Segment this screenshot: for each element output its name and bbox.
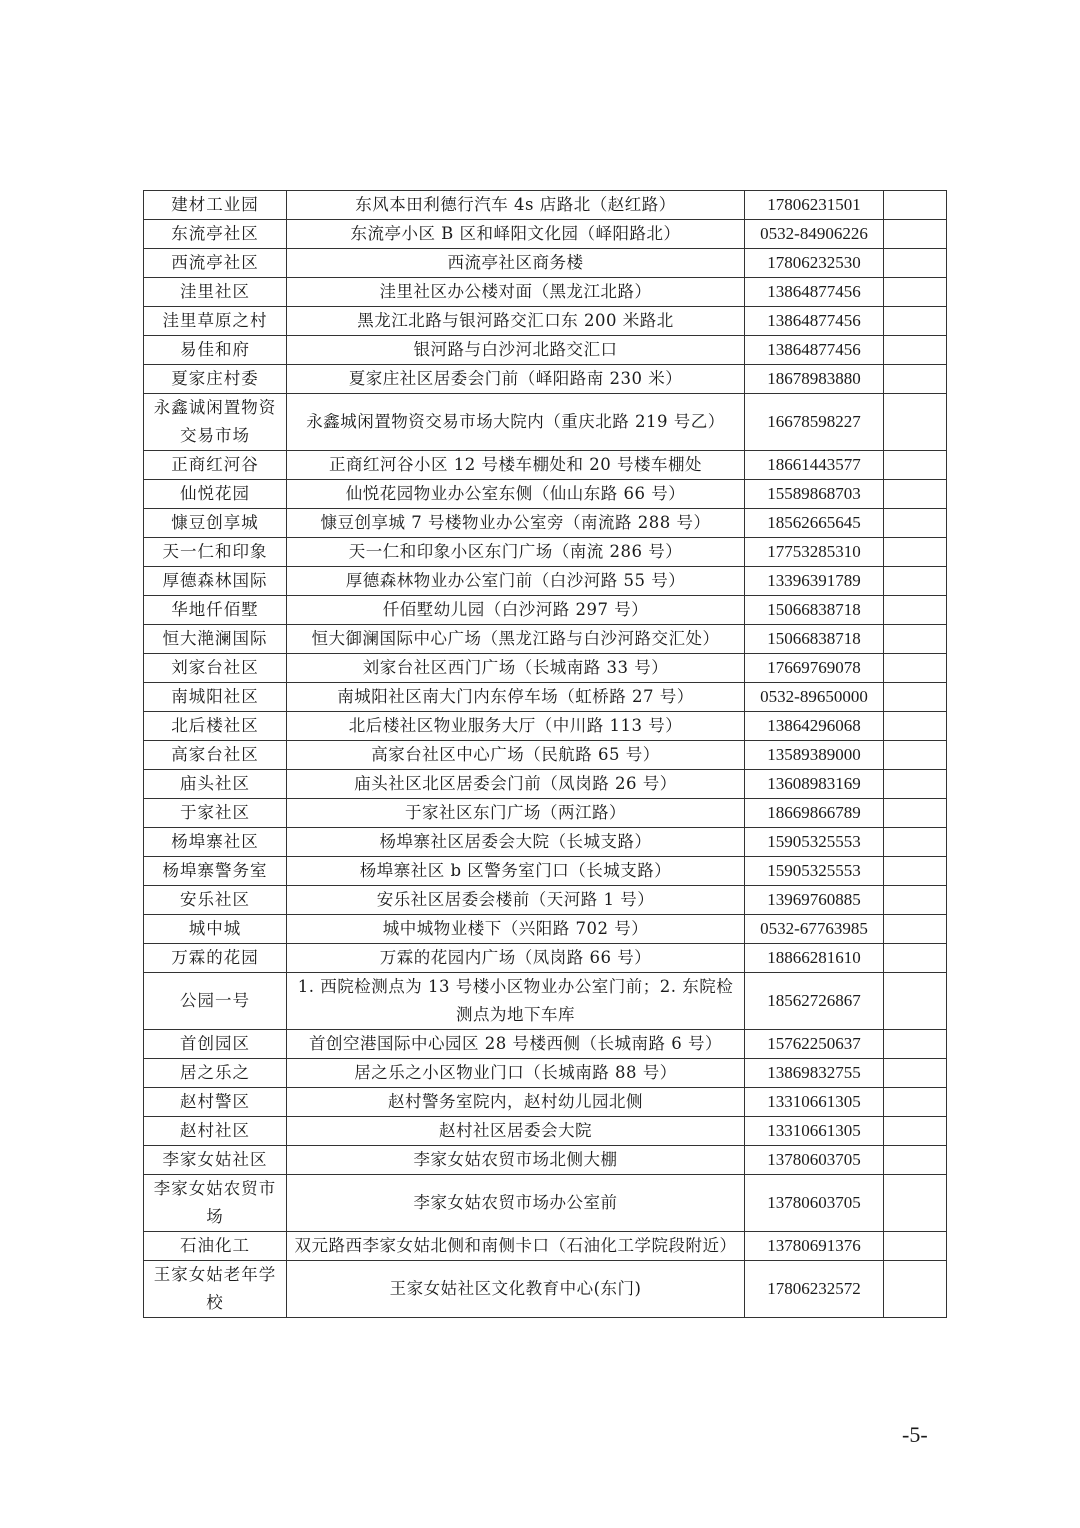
site-address-cell: 厚德森林物业办公室门前（白沙河路 55 号）	[287, 567, 745, 596]
site-name-cell: 杨埠寨社区	[144, 828, 287, 857]
table-row	[144, 654, 947, 683]
site-phone-cell: 13864877456	[745, 278, 884, 307]
table-row	[144, 857, 947, 886]
table-row	[144, 567, 947, 596]
site-note-cell	[884, 567, 947, 596]
site-name-cell: 夏家庄村委	[144, 365, 287, 394]
site-phone-cell: 13864296068	[745, 712, 884, 741]
table-row	[144, 712, 947, 741]
site-phone-cell: 0532-89650000	[745, 683, 884, 712]
site-address-cell: 天一仁和印象小区东门广场（南流 286 号）	[287, 538, 745, 567]
site-phone-cell: 13608983169	[745, 770, 884, 799]
site-name-cell: 公园一号	[144, 973, 287, 1030]
site-name-cell: 洼里草原之村	[144, 307, 287, 336]
table-row	[144, 886, 947, 915]
site-note-cell	[884, 1146, 947, 1175]
table-row	[144, 1175, 947, 1232]
site-name-cell: 安乐社区	[144, 886, 287, 915]
site-address-cell: 刘家台社区西门广场（长城南路 33 号）	[287, 654, 745, 683]
site-address-cell: 于家社区东门广场（两江路）	[287, 799, 745, 828]
site-address-cell: 银河路与白沙河北路交汇口	[287, 336, 745, 365]
site-note-cell	[884, 394, 947, 451]
site-note-cell	[884, 365, 947, 394]
site-phone-cell: 13780603705	[745, 1146, 884, 1175]
site-name-cell: 赵村社区	[144, 1117, 287, 1146]
site-note-cell	[884, 509, 947, 538]
table-row	[144, 480, 947, 509]
table-row	[144, 799, 947, 828]
site-note-cell	[884, 1175, 947, 1232]
table-row	[144, 365, 947, 394]
site-note-cell	[884, 625, 947, 654]
site-name-cell: 北后楼社区	[144, 712, 287, 741]
site-note-cell	[884, 451, 947, 480]
table-row	[144, 1088, 947, 1117]
site-address-cell: 恒大御澜国际中心广场（黑龙江路与白沙河路交汇处）	[287, 625, 745, 654]
table-row	[144, 1117, 947, 1146]
table-row	[144, 336, 947, 365]
site-name-cell: 赵村警区	[144, 1088, 287, 1117]
site-note-cell	[884, 249, 947, 278]
site-phone-cell: 18678983880	[745, 365, 884, 394]
table-row	[144, 1059, 947, 1088]
site-name-cell: 厚德森林国际	[144, 567, 287, 596]
site-phone-cell: 13780691376	[745, 1232, 884, 1261]
site-note-cell	[884, 741, 947, 770]
site-address-cell: 安乐社区居委会楼前（天河路 1 号）	[287, 886, 745, 915]
site-phone-cell: 17669769078	[745, 654, 884, 683]
site-address-cell: 双元路西李家女姑北侧和南侧卡口（石油化工学院段附近）	[287, 1232, 745, 1261]
site-note-cell	[884, 886, 947, 915]
table-row	[144, 1232, 947, 1261]
site-address-cell: 杨埠寨社区 b 区警务室门口（长城支路）	[287, 857, 745, 886]
site-phone-cell: 0532-67763985	[745, 915, 884, 944]
site-note-cell	[884, 1059, 947, 1088]
site-note-cell	[884, 1030, 947, 1059]
table-row	[144, 683, 947, 712]
table-row	[144, 741, 947, 770]
table-row	[144, 944, 947, 973]
site-note-cell	[884, 278, 947, 307]
site-address-cell: 夏家庄社区居委会门前（峄阳路南 230 米）	[287, 365, 745, 394]
site-address-cell: 赵村警务室院内，赵村幼儿园北侧	[287, 1088, 745, 1117]
site-note-cell	[884, 915, 947, 944]
site-address-cell: 万霖的花园内广场（凤岗路 66 号）	[287, 944, 745, 973]
site-address-cell: 南城阳社区南大门内东停车场（虹桥路 27 号）	[287, 683, 745, 712]
site-address-cell: 洼里社区办公楼对面（黑龙江北路）	[287, 278, 745, 307]
testing-sites-table	[143, 190, 947, 1318]
table-row	[144, 451, 947, 480]
site-note-cell	[884, 220, 947, 249]
site-phone-cell: 17806232530	[745, 249, 884, 278]
site-name-cell: 永鑫诚闲置物资交易市场	[144, 394, 287, 451]
site-phone-cell: 15762250637	[745, 1030, 884, 1059]
table-row	[144, 1030, 947, 1059]
table-row	[144, 278, 947, 307]
site-note-cell	[884, 683, 947, 712]
site-address-cell: 北后楼社区物业服务大厅（中川路 113 号）	[287, 712, 745, 741]
site-phone-cell: 17753285310	[745, 538, 884, 567]
site-address-cell: 王家女姑社区文化教育中心(东门)	[287, 1261, 745, 1318]
site-phone-cell: 13864877456	[745, 336, 884, 365]
site-address-cell: 正商红河谷小区 12 号楼车棚处和 20 号楼车棚处	[287, 451, 745, 480]
site-address-cell: 仟佰墅幼儿园（白沙河路 297 号）	[287, 596, 745, 625]
site-phone-cell: 18562726867	[745, 973, 884, 1030]
site-phone-cell: 18661443577	[745, 451, 884, 480]
table-row	[144, 394, 947, 451]
site-name-cell: 刘家台社区	[144, 654, 287, 683]
site-name-cell: 慷豆创享城	[144, 509, 287, 538]
site-address-cell: 李家女姑农贸市场北侧大棚	[287, 1146, 745, 1175]
site-name-cell: 李家女姑农贸市场	[144, 1175, 287, 1232]
table-row	[144, 1146, 947, 1175]
table-row	[144, 770, 947, 799]
site-address-cell: 慷豆创享城 7 号楼物业办公室旁（南流路 288 号）	[287, 509, 745, 538]
site-note-cell	[884, 538, 947, 567]
site-name-cell: 易佳和府	[144, 336, 287, 365]
site-phone-cell: 16678598227	[745, 394, 884, 451]
site-name-cell: 正商红河谷	[144, 451, 287, 480]
site-address-cell: 杨埠寨社区居委会大院（长城支路）	[287, 828, 745, 857]
site-address-cell: 仙悦花园物业办公室东侧（仙山东路 66 号）	[287, 480, 745, 509]
site-phone-cell: 13869832755	[745, 1059, 884, 1088]
site-note-cell	[884, 770, 947, 799]
table-row	[144, 915, 947, 944]
site-name-cell: 万霖的花园	[144, 944, 287, 973]
site-name-cell: 于家社区	[144, 799, 287, 828]
table-row	[144, 220, 947, 249]
site-phone-cell: 13589389000	[745, 741, 884, 770]
site-phone-cell: 0532-84906226	[745, 220, 884, 249]
table-row	[144, 538, 947, 567]
site-name-cell: 南城阳社区	[144, 683, 287, 712]
site-address-cell: 高家台社区中心广场（民航路 65 号）	[287, 741, 745, 770]
site-phone-cell: 18866281610	[745, 944, 884, 973]
site-phone-cell: 18669866789	[745, 799, 884, 828]
site-note-cell	[884, 1261, 947, 1318]
table-body	[144, 191, 947, 1318]
site-address-cell: 赵村社区居委会大院	[287, 1117, 745, 1146]
site-name-cell: 王家女姑老年学校	[144, 1261, 287, 1318]
site-phone-cell: 13969760885	[745, 886, 884, 915]
site-phone-cell: 17806231501	[745, 191, 884, 220]
site-address-cell: 永鑫城闲置物资交易市场大院内（重庆北路 219 号乙）	[287, 394, 745, 451]
site-name-cell: 居之乐之	[144, 1059, 287, 1088]
site-name-cell: 石油化工	[144, 1232, 287, 1261]
site-phone-cell: 15905325553	[745, 857, 884, 886]
table-row	[144, 307, 947, 336]
page-number: -5-	[902, 1422, 928, 1447]
site-note-cell	[884, 654, 947, 683]
site-name-cell: 建材工业园	[144, 191, 287, 220]
site-phone-cell: 13864877456	[745, 307, 884, 336]
site-phone-cell: 18562665645	[745, 509, 884, 538]
site-address-cell: 东流亭小区 B 区和峄阳文化园（峄阳路北）	[287, 220, 745, 249]
site-name-cell: 仙悦花园	[144, 480, 287, 509]
site-address-cell: 城中城物业楼下（兴阳路 702 号）	[287, 915, 745, 944]
site-phone-cell: 15905325553	[745, 828, 884, 857]
site-phone-cell: 15066838718	[745, 625, 884, 654]
site-name-cell: 庙头社区	[144, 770, 287, 799]
table-row	[144, 625, 947, 654]
site-name-cell: 西流亭社区	[144, 249, 287, 278]
table-row	[144, 1261, 947, 1318]
table-row	[144, 509, 947, 538]
site-note-cell	[884, 1232, 947, 1261]
site-note-cell	[884, 336, 947, 365]
site-name-cell: 杨埠寨警务室	[144, 857, 287, 886]
site-note-cell	[884, 857, 947, 886]
table-row	[144, 828, 947, 857]
site-address-cell: 居之乐之小区物业门口（长城南路 88 号）	[287, 1059, 745, 1088]
site-address-cell: 李家女姑农贸市场办公室前	[287, 1175, 745, 1232]
site-note-cell	[884, 973, 947, 1030]
site-name-cell: 天一仁和印象	[144, 538, 287, 567]
site-note-cell	[884, 596, 947, 625]
site-note-cell	[884, 480, 947, 509]
table-row	[144, 249, 947, 278]
site-phone-cell: 13780603705	[745, 1175, 884, 1232]
site-phone-cell: 15589868703	[745, 480, 884, 509]
site-note-cell	[884, 944, 947, 973]
site-address-cell: 黑龙江北路与银河路交汇口东 200 米路北	[287, 307, 745, 336]
site-address-cell: 首创空港国际中心园区 28 号楼西侧（长城南路 6 号）	[287, 1030, 745, 1059]
site-address-cell: 1. 西院检测点为 13 号楼小区物业办公室门前；2. 东院检测点为地下车库	[287, 973, 745, 1030]
site-address-cell: 庙头社区北区居委会门前（凤岗路 26 号）	[287, 770, 745, 799]
site-name-cell: 李家女姑社区	[144, 1146, 287, 1175]
site-phone-cell: 15066838718	[745, 596, 884, 625]
table-row	[144, 596, 947, 625]
site-name-cell: 城中城	[144, 915, 287, 944]
site-phone-cell: 17806232572	[745, 1261, 884, 1318]
site-note-cell	[884, 828, 947, 857]
site-note-cell	[884, 307, 947, 336]
site-name-cell: 首创园区	[144, 1030, 287, 1059]
site-note-cell	[884, 799, 947, 828]
site-phone-cell: 13396391789	[745, 567, 884, 596]
table-row	[144, 191, 947, 220]
site-address-cell: 西流亭社区商务楼	[287, 249, 745, 278]
site-phone-cell: 13310661305	[745, 1088, 884, 1117]
site-name-cell: 洼里社区	[144, 278, 287, 307]
site-note-cell	[884, 1088, 947, 1117]
site-name-cell: 华地仟佰墅	[144, 596, 287, 625]
site-note-cell	[884, 191, 947, 220]
site-phone-cell: 13310661305	[745, 1117, 884, 1146]
site-address-cell: 东风本田利德行汽车 4s 店路北（赵红路）	[287, 191, 745, 220]
site-name-cell: 恒大滟澜国际	[144, 625, 287, 654]
site-name-cell: 东流亭社区	[144, 220, 287, 249]
table-row	[144, 973, 947, 1030]
site-note-cell	[884, 712, 947, 741]
site-name-cell: 高家台社区	[144, 741, 287, 770]
site-note-cell	[884, 1117, 947, 1146]
